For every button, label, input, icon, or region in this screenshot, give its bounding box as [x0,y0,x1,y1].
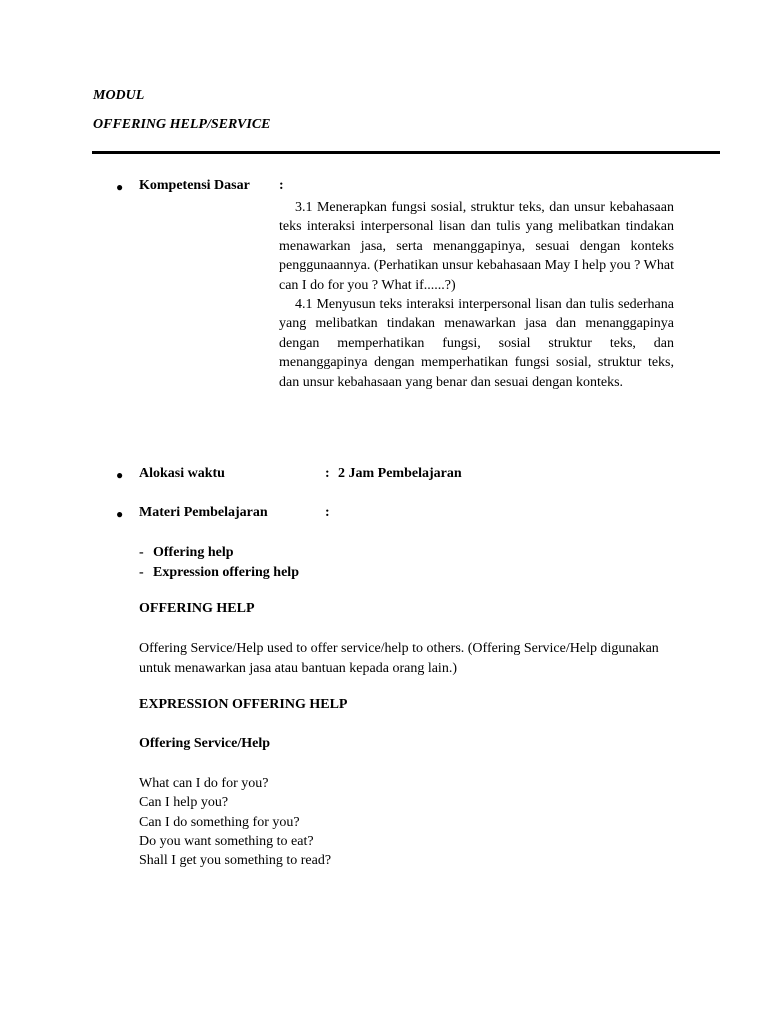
materi-item-2: Expression offering help [153,564,299,580]
header-divider [92,151,720,154]
list-item: - Expression offering help [139,564,299,580]
alokasi-colon: : [325,466,330,481]
list-item: Shall I get you something to read? [139,853,332,869]
kompetensi-text [279,198,674,392]
bullet-icon: ● [116,468,124,482]
materi-item-1: Offering help [153,545,234,560]
list-item: What can I do for you? [139,776,269,791]
materi-label: Materi Pembelajaran [139,505,268,520]
offering-help-heading: OFFERING HELP [139,601,255,616]
list-item: Can I help you? [139,795,229,811]
expression-list [139,774,331,870]
expression-subheading: Offering Service/Help [139,736,271,751]
kd-3-1: 3.1 Menerapkan fungsi sosial, struktur teks, dan unsur kebahasaan teks interaksi interpersonal lisan dan tulis yang melibatkan tindakan menawarkan jasa, serta menanggapinya, sesuai dengan konteks penggunaannya. (Perhatikan unsur kebahasaan May I help you ? What can I do for you ? What if......?) [279,200,674,293]
expression-heading: EXPRESSION OFFERING HELP [139,697,348,712]
kompetensi-colon: : [279,178,284,193]
bullet-icon: ● [116,507,124,521]
alokasi-value: 2 Jam Pembelajaran [338,466,462,481]
bullet-icon: ● [116,180,124,194]
alokasi-label: Alokasi waktu [139,466,225,481]
materi-list [139,543,299,582]
list-item: Do you want something to eat? [139,833,314,849]
materi-colon: : [325,505,330,520]
kd-4-1: 4.1 Menyusun teks interaksi interpersonal lisan dan tulis sederhana yang melibatkan tindakan menawarkan jasa dan menanggapinya dengan memperhatikan fungsi, sosial struktur teks, dan menanggapinya dengan memperhatikan fungsi sosial, struktur teks, dan unsur kebahasaan yang benar dan sesuai dengan konteks. [279,297,674,390]
offering-help-paragraph: Offering Service/Help used to offer service/help to others. (Offering Service/Help digunakan untuk menawarkan jasa atau bantuan kepada orang lain.) [139,641,659,676]
kompetensi-label: Kompetensi Dasar [139,178,250,193]
module-label: MODUL [93,88,145,103]
list-item: Can I do something for you? [139,814,300,830]
module-title: OFFERING HELP/SERVICE [93,117,271,132]
list-item: - Offering help [139,545,234,560]
